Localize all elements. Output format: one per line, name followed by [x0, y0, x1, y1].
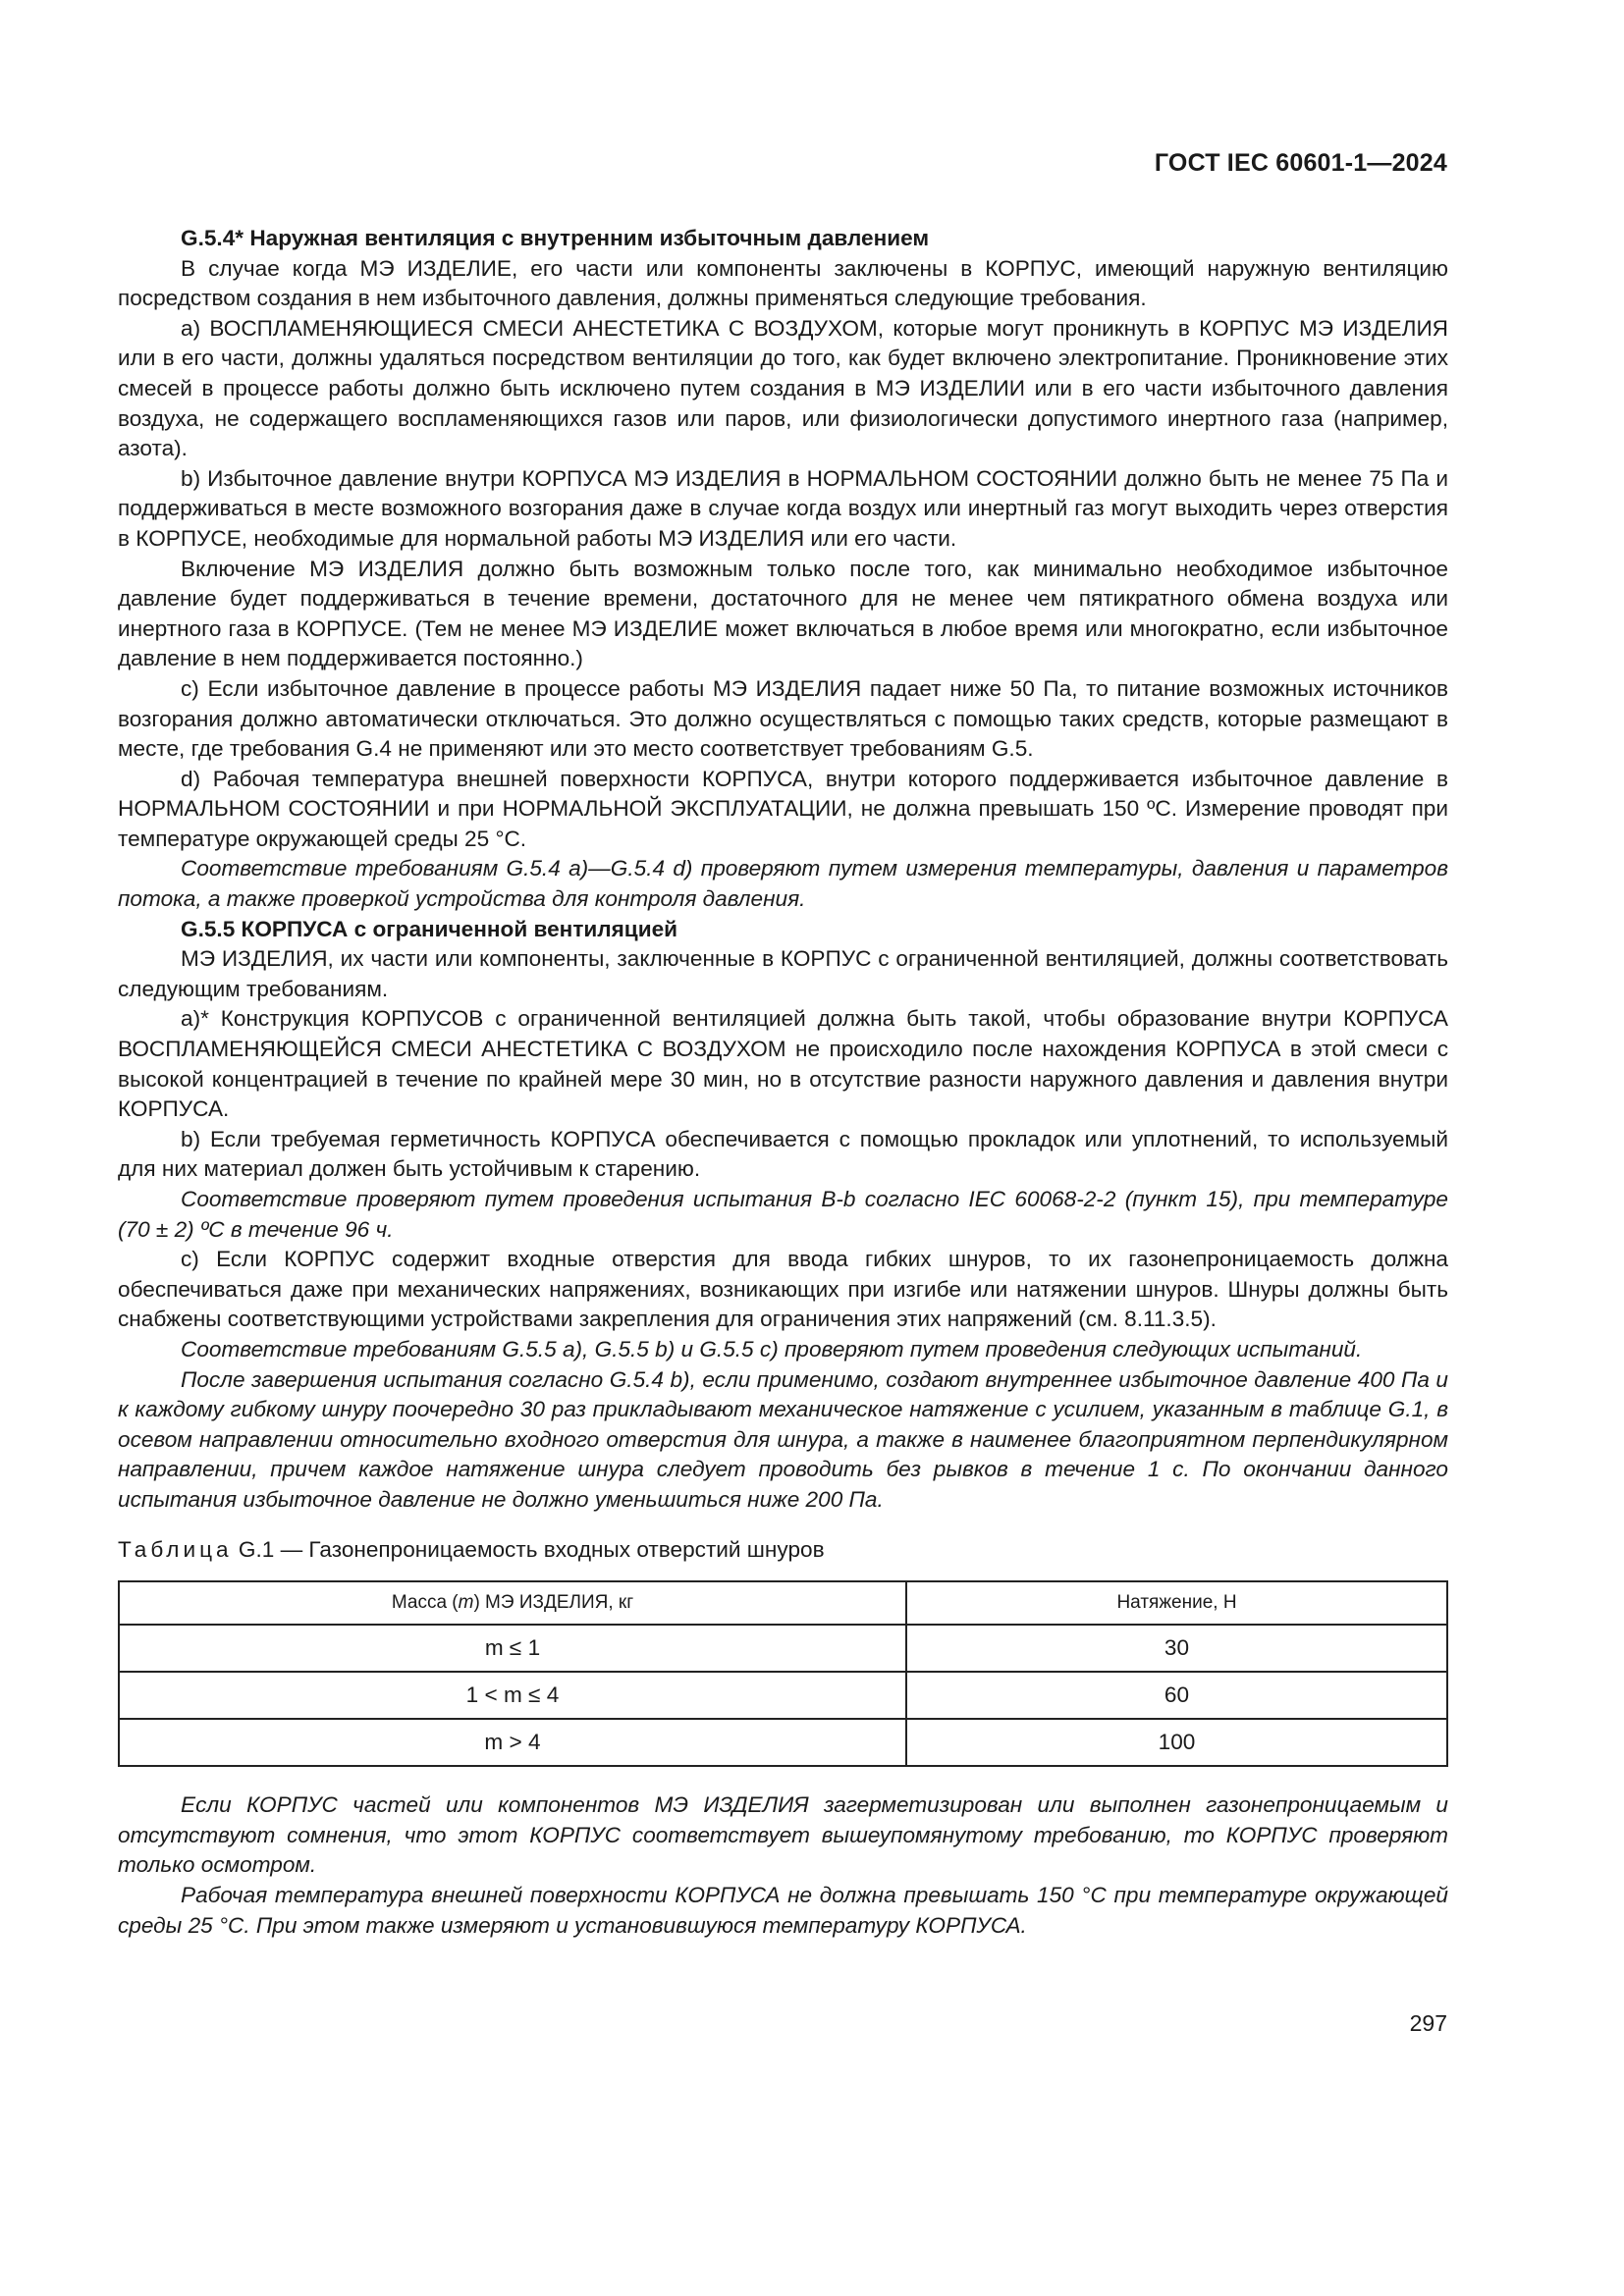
- compliance-note: Соответствие требованиям G.5.5 a), G.5.5 b) и G.5.5 c) проверяют путем проведения следующих испытаний.: [181, 1336, 1363, 1362]
- paragraph: Включение МЭ ИЗДЕЛИЯ должно быть возможным только после того, как минимально необходимое избыточное давление будет поддерживаться в течение времени, достаточного для не менее чем пятикратного обмена воздуха или инертного газа в КОРПУСЕ. (Тем не менее МЭ ИЗДЕЛИЕ может включаться в любое время или многократно, если избыточное давление в нем поддерживается постоянно.): [118, 556, 1448, 671]
- compliance-note: Соответствие требованиям G.5.4 a)—G.5.4 d) проверяют путем измерения температуры, давления и параметров потока, а также проверкой устройства для контроля давления.: [118, 856, 1448, 912]
- section-heading: G.5.4* Наружная вентиляция с внутренним избыточным давлением: [181, 226, 930, 250]
- table-caption: [118, 1535, 1448, 1566]
- compliance-note: Соответствие проверяют путем проведения испытания B-b согласно IEC 60068-2-2 (пункт 15), при температуре (70 ± 2) ºС в течение 96 ч.: [118, 1187, 1448, 1242]
- paragraph: c) Если КОРПУС содержит входные отверстия для ввода гибких шнуров, то их газонепроницаемость должна обеспечиваться даже при механических напряжениях, возникающих при изгибе или натяжении шнуров. Шнуры должны быть снабжены соответствующими устройствами закрепления для ограничения этих напряжений (см. 8.11.3.5).: [118, 1247, 1448, 1332]
- paragraph: МЭ ИЗДЕЛИЯ, их части или компоненты, заключенные в КОРПУС с ограниченной вентиляцией, должны соответствовать следующим требованиям.: [118, 946, 1448, 1001]
- table-row: [119, 1672, 1447, 1719]
- table-caption-label: Таблица: [118, 1536, 233, 1562]
- cord-tension-table: [118, 1580, 1448, 1767]
- paragraph: c) Если избыточное давление в процессе работы МЭ ИЗДЕЛИЯ падает ниже 50 Па, то питание возможных источников возгорания должно автоматически отключаться. Это должно осуществляться с помощью таких средств, которые размещают в месте, где требования G.4 не применяют или это место соответствует требованиям G.5.: [118, 675, 1448, 762]
- table-cell-tension: 100: [906, 1719, 1447, 1766]
- page-number: 297: [1409, 2010, 1447, 2036]
- table-cell-mass: m ≤ 1: [119, 1625, 906, 1672]
- paragraph: d) Рабочая температура внешней поверхности КОРПУСА, внутри которого поддерживается избыточное давление в НОРМАЛЬНОМ СОСТОЯНИИ и при НОРМАЛЬНОЙ ЭКСПЛУАТАЦИИ, не должна превышать 150 ºС. Измерение проводят при температуре окружающей среды 25 °С.: [118, 766, 1448, 851]
- table-cell-mass: m > 4: [119, 1719, 906, 1766]
- paragraph: b) Избыточное давление внутри КОРПУСА МЭ ИЗДЕЛИЯ в НОРМАЛЬНОМ СОСТОЯНИИ должно быть не менее 75 Па и поддерживаться в месте возможного возгорания даже в случае когда воздух или инертный газ могут выходить через отверстия в КОРПУСЕ, необходимые для нормальной работы МЭ ИЗДЕЛИЯ или его части.: [118, 465, 1448, 551]
- compliance-note: После завершения испытания согласно G.5.4 b), если применимо, создают внутреннее избыточное давление 400 Па и к каждому гибкому шнуру поочередно 30 раз прикладывают механическое натяжение с усилием, указанным в таблице G.1, в осевом направлении относительно входного отверстия для шнура, а также в наименее благоприятном перпендикулярном направлении, причем каждое натяжение шнура следует проводить без рывков в течение 1 с. По окончании данного испытания избыточное давление не должно уменьшиться ниже 200 Па.: [118, 1366, 1448, 1512]
- section-heading: G.5.5 КОРПУСА с ограниченной вентиляцией: [181, 916, 678, 941]
- paragraph: a) ВОСПЛАМЕНЯЮЩИЕСЯ СМЕСИ АНЕСТЕТИКА С ВОЗДУХОМ, которые могут проникнуть в КОРПУС МЭ ИЗДЕЛИЯ или в его части, должны удаляться посредством вентиляции до того, как будет включено электропитание. Проникновение этих смесей в процессе работы должно быть исключено путем создания в МЭ ИЗДЕЛИИ или в его части избыточного давления воздуха, не содержащего воспламеняющихся газов или паров, или физиологически допустимого инертного газа (например, азота).: [118, 315, 1448, 461]
- table-cell-tension: 60: [906, 1672, 1447, 1719]
- table-cell-mass: 1 < m ≤ 4: [119, 1672, 906, 1719]
- document-header: ГОСТ IEC 60601-1—2024: [1154, 149, 1447, 177]
- table-header-mass: Масса (m) МЭ ИЗДЕЛИЯ, кг: [119, 1581, 906, 1625]
- after-table-notes: [118, 1790, 1448, 1941]
- table-header-tension: Натяжение, Н: [906, 1581, 1447, 1625]
- paragraph: В случае когда МЭ ИЗДЕЛИЕ, его части или компоненты заключены в КОРПУС, имеющий наружную вентиляцию посредством создания в нем избыточного давления, должны применяться следующие требования.: [118, 255, 1448, 311]
- document-body: [118, 224, 1448, 1941]
- paragraph: a)* Конструкция КОРПУСОВ с ограниченной вентиляцией должна быть такой, чтобы образование внутри КОРПУСА ВОСПЛАМЕНЯЮЩЕЙСЯ СМЕСИ АНЕСТЕТИКА С ВОЗДУХОМ не происходило после нахождения КОРПУСА в этой смеси с высокой концентрацией в течение по крайней мере 30 мин, но в отсутствие разности наружного давления и давления внутри КОРПУСА.: [118, 1006, 1448, 1122]
- table-cell-tension: 30: [906, 1625, 1447, 1672]
- table-header-row: [119, 1581, 1447, 1625]
- table-row: [119, 1625, 1447, 1672]
- paragraph: b) Если требуемая герметичность КОРПУСА обеспечивается с помощью прокладок или уплотнений, то используемый для них материал должен быть устойчивым к старению.: [118, 1126, 1448, 1182]
- table-row: [119, 1719, 1447, 1766]
- table-caption-text: G.1 — Газонепроницаемость входных отверстий шнуров: [232, 1536, 825, 1562]
- compliance-note: Если КОРПУС частей или компонентов МЭ ИЗДЕЛИЯ загерметизирован или выполнен газонепроницаемым и отсутствуют сомнения, что этот КОРПУС соответствует вышеупомянутому требованию, то КОРПУС проверяют только осмотром.: [118, 1792, 1448, 1878]
- compliance-note: Рабочая температура внешней поверхности КОРПУСА не должна превышать 150 °С при температуре окружающей среды 25 °С. При этом также измеряют и установившуюся температуру КОРПУСА.: [118, 1882, 1448, 1938]
